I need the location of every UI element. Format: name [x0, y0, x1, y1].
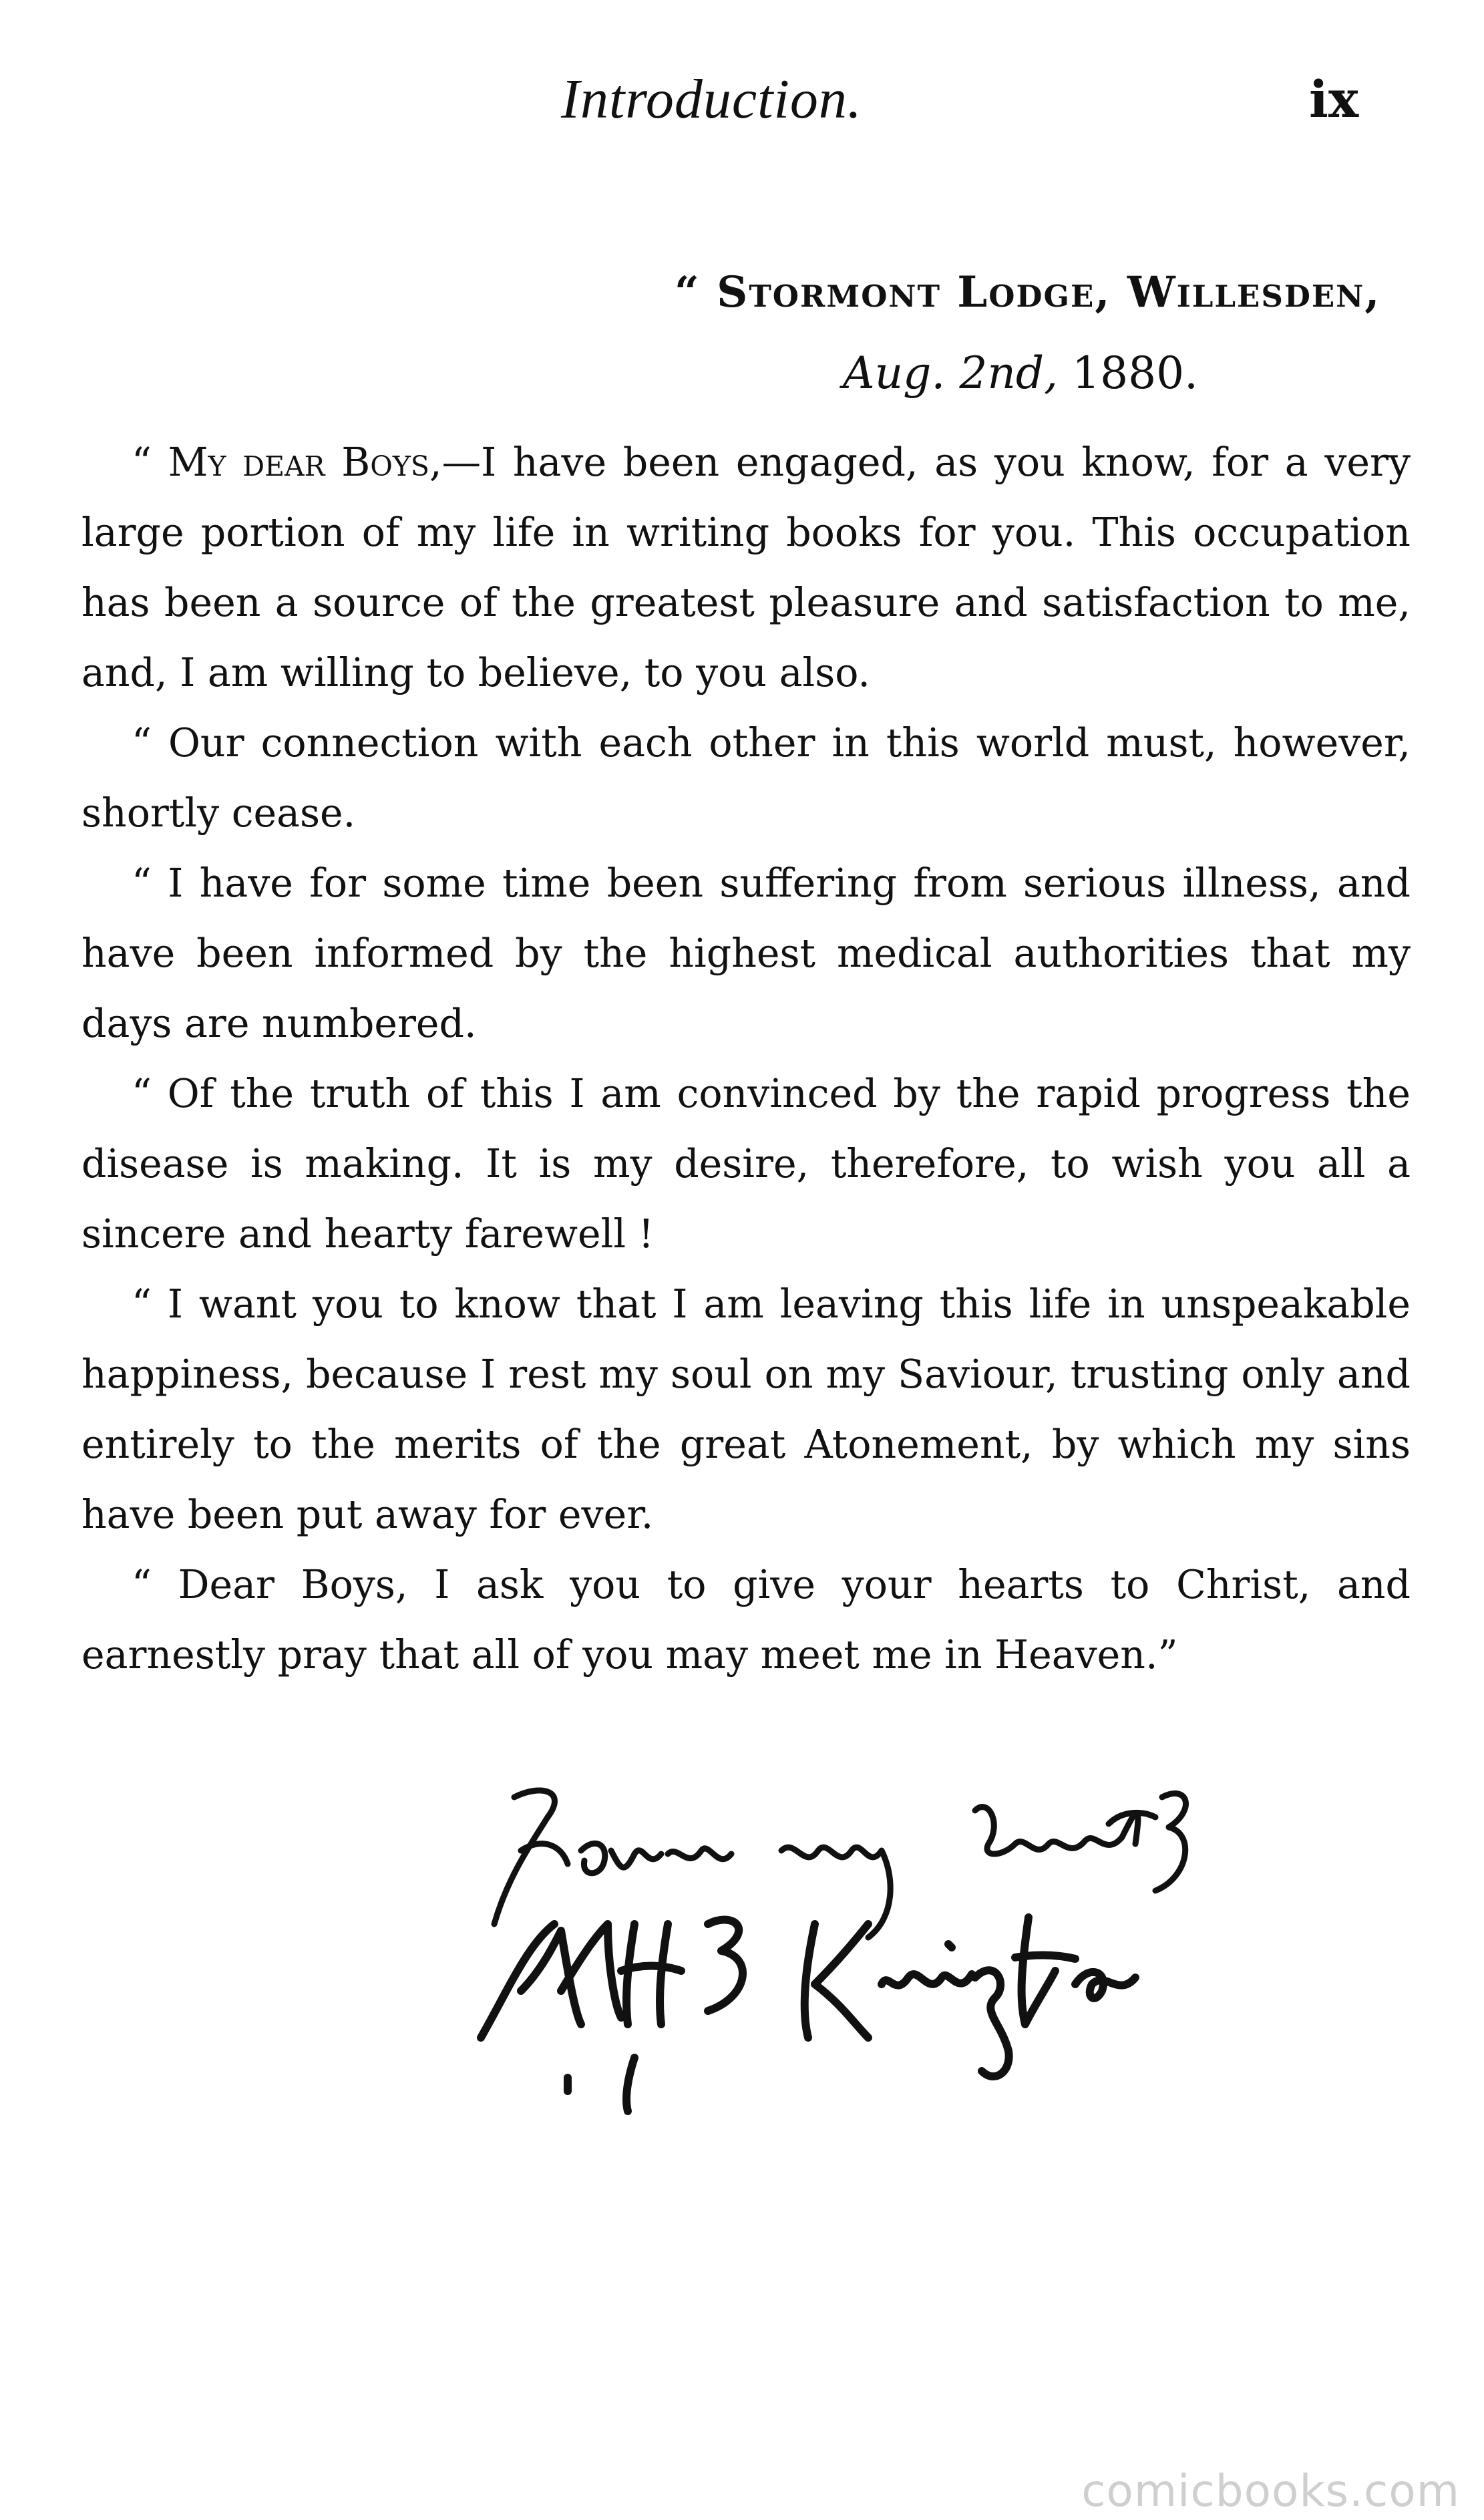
letter-date	[843, 347, 1198, 399]
letter-address: “ Stormont Lodge, Willesden,	[675, 267, 1381, 317]
letter-date-year: 1880.	[1072, 347, 1199, 399]
page-number: ix	[1309, 69, 1359, 129]
letter-paragraph-1	[81, 428, 1411, 708]
running-header	[0, 67, 1484, 140]
signature-name-scribble	[481, 1917, 1135, 2111]
running-title: Introduction.	[561, 68, 862, 130]
letter-date-month-day: Aug. 2nd,	[843, 347, 1059, 399]
letter-body	[81, 428, 1411, 1690]
letter-paragraph-2: “ Our connection with each other in this world must, however, shortly cease.	[81, 720, 1411, 836]
letter-paragraph-1-text: —I have been engaged, as you know, for a very large portion of my life in writing books for you. This occupation has been a source of the greatest pleasure and satisfaction to me, and, I am willing to believe, to you also.	[81, 440, 1411, 695]
watermark: comicbooks.com	[1081, 2465, 1460, 2517]
letter-paragraph-3: “ I have for some time been suffering from serious illness, and have been informed by the highest medical authorities that my days are numbered.	[81, 860, 1411, 1046]
signature-closing-scribble	[494, 1790, 1185, 1937]
letter-paragraph-4: “ Of the truth of this I am convinced by the rapid progress the disease is making. It is my desire, therefore, to wish you all a sincere and hearty farewell !	[81, 1071, 1411, 1257]
letter-salutation: “ My dear Boys,	[132, 440, 442, 485]
letter-paragraph-5: “ I want you to know that I am leaving this life in unspeakable happiness, because I rest my soul on my Saviour, trusting only and entirely to the merits of the great Atonement, by which my sins have been put away for ever.	[81, 1281, 1411, 1537]
handwritten-signature	[468, 1770, 1469, 2118]
letter-paragraph-6: “ Dear Boys, I ask you to give your hearts to Christ, and earnestly pray that all of you may meet me in Heaven.”	[81, 1562, 1411, 1678]
